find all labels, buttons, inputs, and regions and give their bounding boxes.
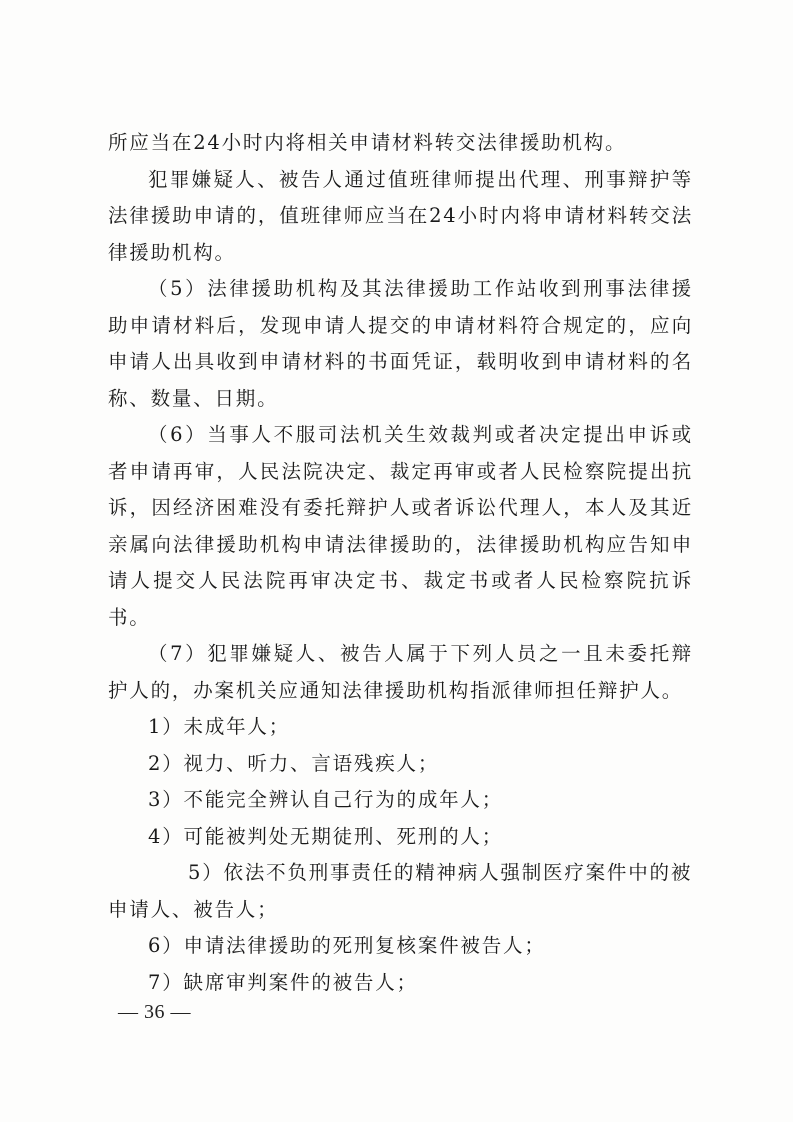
page-number: — 36 —	[118, 1001, 191, 1023]
paragraph-item-5: （5）法律援助机构及其法律援助工作站收到刑事法律援助申请材料后，发现申请人提交的申请材料符合规定的，应向申请人出具收到申请材料的书面凭证，载明收到申请材料的名称、数量、日期。	[108, 277, 693, 410]
paragraph-continuation: 所应当在24小时内将相关申请材料转交法律援助机构。	[108, 131, 627, 154]
paragraph-item-6: （6）当事人不服司法机关生效裁判或者决定提出申诉或者申请再审，人民法院决定、裁定再审或者人民检察院提出抗诉，因经济困难没有委托辩护人或者诉讼代理人，本人及其近亲属向法律援助机构申请法律援助的，法律援助机构应告知申请人提交人民法院再审决定书、裁定书或者人民检察院抗诉书。	[108, 423, 693, 629]
list-item-2	[108, 746, 693, 783]
list-text: 依法不负刑事责任的精神病人强制医疗案件中的被申请人、被告人；	[108, 861, 693, 921]
list-text: 申请法律援助的死刑复核案件被告人；	[183, 934, 546, 957]
list-text: 缺席审判案件的被告人；	[183, 970, 418, 994]
list-item-6	[108, 928, 693, 965]
list-number: 5）	[188, 861, 224, 884]
list-item-3	[108, 782, 693, 819]
list-number: 1）	[148, 715, 184, 738]
list-number: 2）	[148, 751, 184, 775]
list-number: 7）	[148, 970, 184, 994]
list-text: 不能完全辨认自己行为的成年人；	[183, 788, 504, 811]
list-item-4	[108, 819, 693, 856]
list-item-7	[108, 965, 693, 1002]
paragraph-item-7: （7）犯罪嫌疑人、被告人属于下列人员之一且未委托辩护人的，办案机关应通知法律援助机构指派律师担任辩护人。	[108, 642, 693, 702]
list-text: 可能被判处无期徒刑、死刑的人；	[183, 824, 504, 848]
page-content	[108, 125, 693, 1001]
list-text: 未成年人；	[183, 715, 291, 738]
list-number: 3）	[148, 788, 184, 811]
paragraph-duty-lawyer: 犯罪嫌疑人、被告人通过值班律师提出代理、刑事辩护等法律援助申请的，值班律师应当在24小时内将申请材料转交法律援助机构。	[108, 167, 693, 264]
list-text: 视力、听力、言语残疾人；	[183, 751, 440, 775]
list-item-5	[108, 855, 693, 928]
list-number: 6）	[148, 934, 184, 957]
list-number: 4）	[148, 824, 184, 848]
list-item-1	[108, 709, 693, 746]
